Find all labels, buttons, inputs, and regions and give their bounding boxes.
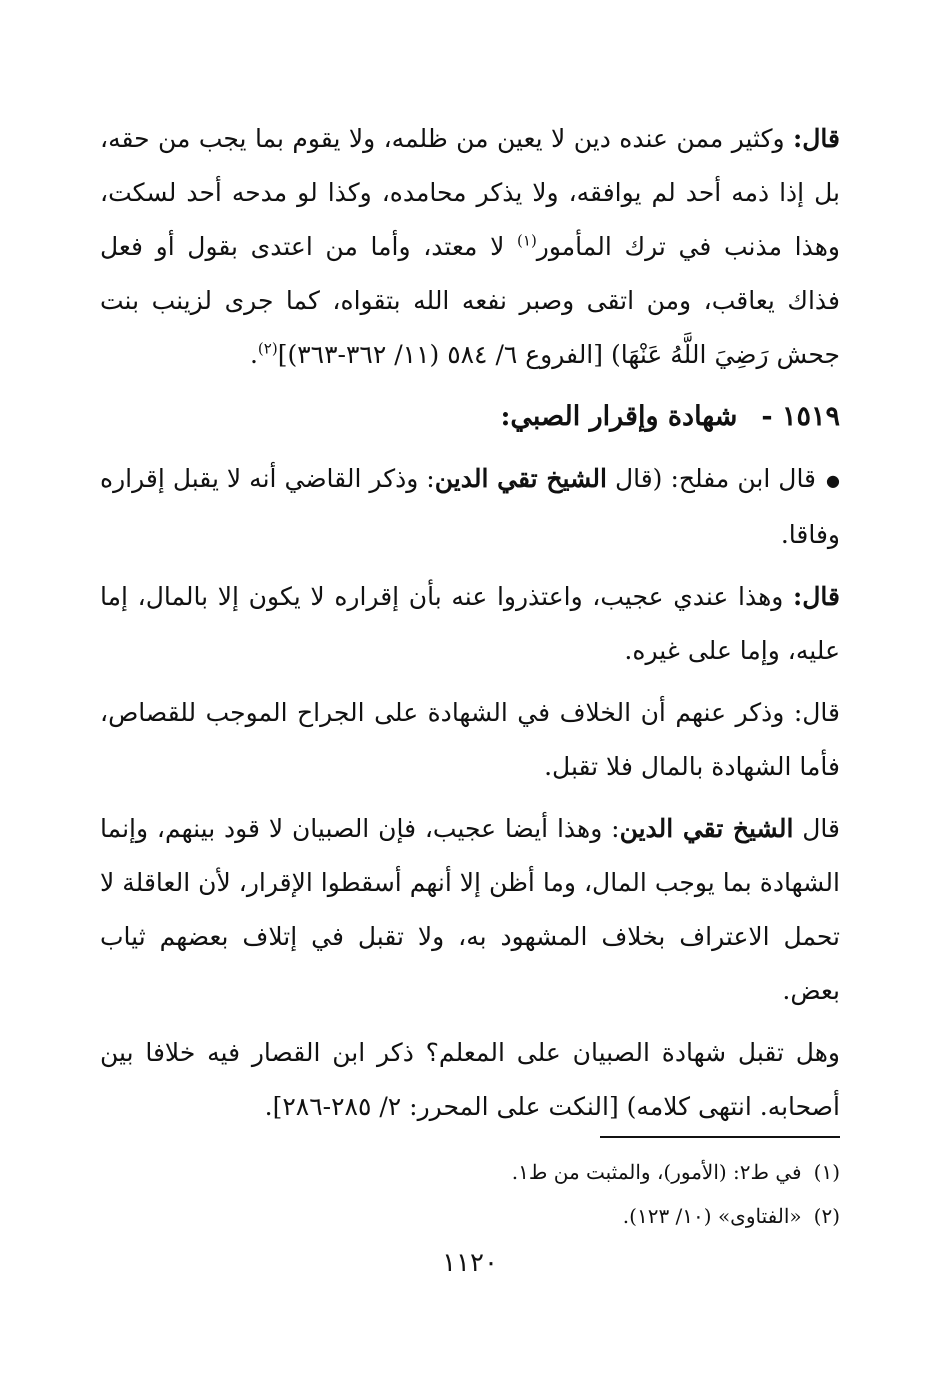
paragraph-text-cont: : وهذا أيضا عجيب، فإن الصبيان لا قود بينهم، وإنما الشهادة بما يوجب المال، وما أظن إلا أنهم أسقطوا الإقرار، لأن العاقلة لا تحمل الاعتراف بخلاف المشهود به، ولا تقبل في إتلاف بعضهم ثياب بعض. [100,813,840,1005]
paragraph-text: وهذا عندي عجيب، واعتذروا عنه بأن إقراره لا يكون إلا بالمال، إما عليه، وإما على غيره. [100,581,840,665]
paragraph-bold: الشيخ تقي الدين [619,813,794,843]
paragraph-text: وهل تقبل شهادة الصبيان على المعلم؟ ذكر ابن القصار فيه خلافا بين أصحابه. انتهى كلامه) [النكت على المحرر: ٢/ ٢٨٥-٢٨٦]. [100,1037,840,1121]
paragraph-text: قال ابن مفلح: (قال [606,464,817,493]
section-heading [100,390,840,444]
paragraph-3 [100,570,840,678]
paragraph-1 [100,112,840,382]
paragraph-lead: قال: [793,581,840,611]
footnote-divider [600,1136,840,1138]
paragraph-2 [100,452,840,562]
paragraph-6 [100,1026,840,1134]
section-title: شهادة وإقرار الصبي: [500,401,738,432]
paragraph-5 [100,802,840,1018]
footnote-number: (١) [813,1160,840,1184]
paragraph-lead: قال: [793,124,840,153]
footnote-item [100,1150,840,1194]
bullet-icon: ● [826,470,840,490]
footnote-number: (٢) [813,1204,840,1228]
footnote-item [100,1194,840,1238]
paragraph-text: قال [793,813,840,843]
footnote-ref-2[interactable]: (٢) [257,339,278,358]
paragraph-end: . [249,340,258,369]
paragraph-text-cont: لا معتد، وأما من اعتدى بقول أو فعل فذاك يعاقب، ومن اتقى وصبر نفعه الله بتقواه، كما جرى لزينب بنت جحش رَضِيَ اللَّهُ عَنْهَا) [الفروع ٦/ ٥٨٤ (١١/ ٣٦٢-٣٦٣)] [100,232,840,369]
paragraph-bold: الشيخ تقي الدين [434,464,607,493]
page-number: ١١٢٠ [442,1248,498,1278]
paragraph-text-cont: : وذكر القاضي أنه لا يقبل إقراره وفاقا. [100,464,840,549]
paragraph-text: وكثير ممن عنده دين لا يعين من ظلمه، ولا يقوم بما يجب من حقه، بل إذا ذمه أحد لم يوافقه، ولا يذكر محامده، وكذا لو مدحه أحد لسكت، وهذا مذنب في ترك المأمور [100,124,840,261]
section-number: ١٥١٩ - [761,401,840,432]
footnotes [100,1150,840,1238]
footnote-text: «الفتاوى» (١٠/ ١٢٣). [622,1204,802,1228]
page-body [100,112,840,1142]
paragraph-text: قال: وذكر عنهم أن الخلاف في الشهادة على الجراح الموجب للقصاص، فأما الشهادة بالمال فلا تقبل. [100,697,840,781]
paragraph-4 [100,686,840,794]
footnote-ref-1[interactable]: (١) [517,231,537,250]
footnote-text: في ط٢: (الأمور)، والمثبت من ط١. [511,1160,802,1184]
